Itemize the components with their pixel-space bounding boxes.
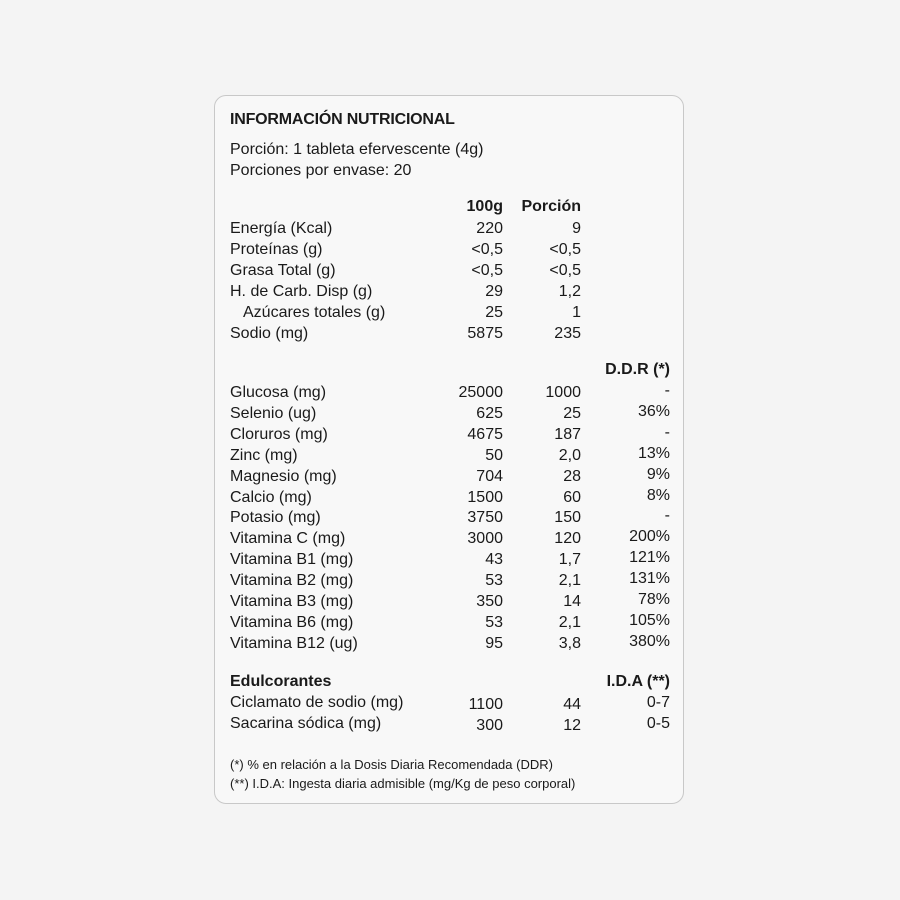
col-header-portion: Porción — [521, 198, 581, 215]
nutrient-value-100g: 29 — [485, 283, 503, 300]
nutrient-name: Proteínas (g) — [230, 241, 323, 258]
nutrient-name: Glucosa (mg) — [230, 384, 327, 401]
nutrient-name: Potasio (mg) — [230, 509, 321, 526]
nutrient-value-portion: 14 — [563, 593, 581, 610]
serving-size: Porción: 1 tableta efervescente (4g) — [230, 141, 484, 158]
nutrient-name: Vitamina B12 (ug) — [230, 635, 358, 652]
col-header-ida: I.D.A (**) — [606, 673, 670, 690]
sweetener-value-100g: 300 — [476, 717, 503, 734]
nutrient-ddr: 200% — [629, 528, 670, 545]
nutrient-ddr: - — [664, 507, 670, 524]
nutrient-value-100g: 3750 — [467, 509, 503, 526]
col-header-ddr: D.D.R (*) — [605, 361, 670, 378]
nutrient-ddr: 9% — [646, 466, 670, 483]
nutrient-ddr: 121% — [629, 549, 670, 566]
nutrient-value-portion: 28 — [563, 468, 581, 485]
nutrition-title: INFORMACIÓN NUTRICIONAL — [230, 111, 455, 128]
nutrient-value-portion: 2,1 — [558, 572, 581, 589]
sweetener-name: Ciclamato de sodio (mg) — [230, 694, 404, 711]
nutrient-name: Vitamina B3 (mg) — [230, 593, 354, 610]
nutrient-value-100g: <0,5 — [471, 241, 503, 258]
nutrient-value-portion: 3,8 — [558, 635, 581, 652]
nutrient-value-100g: 220 — [476, 220, 503, 237]
nutrient-value-portion: 2,1 — [558, 614, 581, 631]
nutrient-name: Grasa Total (g) — [230, 262, 336, 279]
nutrient-value-portion: 1 — [572, 304, 581, 321]
nutrient-ddr: 380% — [629, 633, 670, 650]
nutrient-name: Calcio (mg) — [230, 489, 312, 506]
nutrient-value-100g: 625 — [476, 405, 503, 422]
nutrient-value-100g: 95 — [485, 635, 503, 652]
nutrient-ddr: 36% — [637, 403, 670, 420]
nutrient-ddr: 78% — [637, 591, 670, 608]
nutrient-value-portion: 187 — [554, 426, 581, 443]
nutrient-name: Sodio (mg) — [230, 325, 309, 342]
nutrient-value-portion: 150 — [554, 509, 581, 526]
nutrient-name: Cloruros (mg) — [230, 426, 328, 443]
nutrient-value-portion: 1,7 — [558, 551, 581, 568]
nutrient-value-100g: 25 — [485, 304, 503, 321]
sweetener-ida: 0-7 — [646, 694, 670, 711]
sweetener-ida: 0-5 — [646, 715, 670, 732]
nutrient-value-portion: 1000 — [545, 384, 581, 401]
nutrient-value-100g: 43 — [485, 551, 503, 568]
sweeteners-header: Edulcorantes — [230, 673, 332, 690]
servings-per-pack: Porciones por envase: 20 — [230, 162, 412, 179]
nutrient-value-100g: 53 — [485, 614, 503, 631]
nutrient-name: Energía (Kcal) — [230, 220, 333, 237]
nutrient-value-100g: <0,5 — [471, 262, 503, 279]
sweetener-value-100g: 1100 — [468, 696, 503, 713]
nutrient-value-portion: 60 — [563, 489, 581, 506]
nutrient-name: Selenio (ug) — [230, 405, 317, 422]
nutrient-value-portion: 25 — [563, 405, 581, 422]
nutrient-ddr: 13% — [637, 445, 670, 462]
nutrient-value-portion: 2,0 — [558, 447, 581, 464]
sweetener-value-portion: 12 — [563, 717, 581, 734]
nutrient-value-100g: 5875 — [467, 325, 503, 342]
nutrient-value-portion: 9 — [572, 220, 581, 237]
nutrient-name: H. de Carb. Disp (g) — [230, 283, 373, 300]
col-header-100g: 100g — [466, 198, 503, 215]
nutrient-value-portion: 235 — [554, 325, 581, 342]
nutrient-ddr: - — [664, 424, 670, 441]
nutrient-value-portion: <0,5 — [549, 241, 581, 258]
nutrient-name: Azúcares totales (g) — [243, 304, 386, 321]
nutrient-value-100g: 350 — [476, 593, 503, 610]
nutrient-ddr: 8% — [646, 487, 670, 504]
nutrient-ddr: - — [664, 382, 670, 399]
footnote-ddr: (*) % en relación a la Dosis Diaria Recomendada (DDR) — [230, 757, 553, 772]
nutrient-name: Zinc (mg) — [230, 447, 298, 464]
nutrient-value-100g: 704 — [476, 468, 503, 485]
nutrient-name: Vitamina B1 (mg) — [230, 551, 354, 568]
nutrient-name: Vitamina B2 (mg) — [230, 572, 354, 589]
nutrient-value-100g: 3000 — [467, 530, 503, 547]
nutrient-value-portion: 1,2 — [558, 283, 581, 300]
nutrient-value-100g: 53 — [485, 572, 503, 589]
nutrient-value-100g: 25000 — [458, 384, 503, 401]
nutrient-name: Vitamina C (mg) — [230, 530, 346, 547]
nutrient-ddr: 131% — [629, 570, 670, 587]
nutrient-value-portion: <0,5 — [549, 262, 581, 279]
nutrient-name: Magnesio (mg) — [230, 468, 337, 485]
sweetener-name: Sacarina sódica (mg) — [230, 715, 382, 732]
nutrient-value-100g: 4675 — [467, 426, 503, 443]
nutrient-name: Vitamina B6 (mg) — [230, 614, 354, 631]
nutrient-ddr: 105% — [629, 612, 670, 629]
nutrient-value-100g: 50 — [485, 447, 503, 464]
nutrient-value-portion: 120 — [554, 530, 581, 547]
sweetener-value-portion: 44 — [563, 696, 581, 713]
nutrient-value-100g: 1500 — [467, 489, 503, 506]
footnote-ida: (**) I.D.A: Ingesta diaria admisible (mg/Kg de peso corporal) — [230, 776, 576, 791]
